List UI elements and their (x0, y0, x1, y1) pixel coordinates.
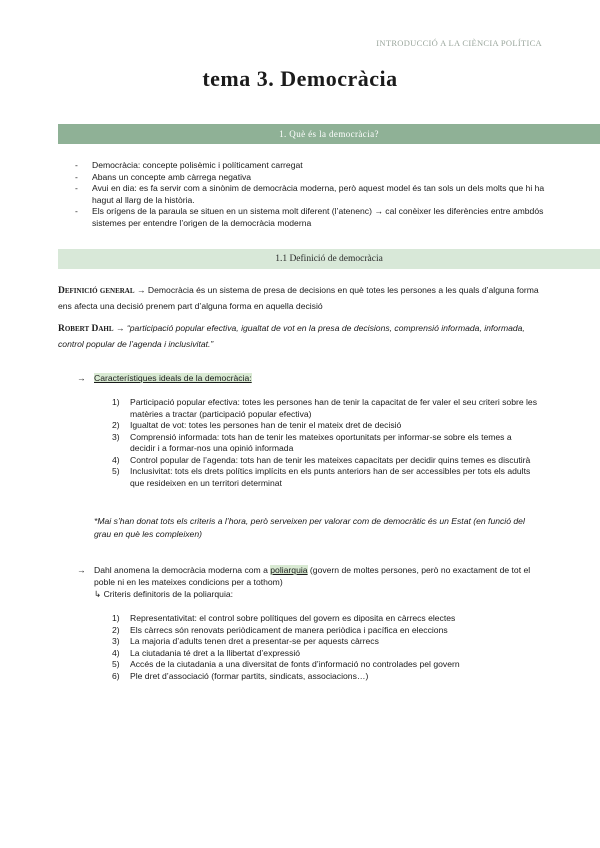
list-item: 6) Ple dret d’associació (formar partits, sindicats, associacions…) (112, 670, 369, 681)
arrow-icon: → (115, 323, 125, 333)
list-item: 1) Participació popular efectiva: totes les persones han de tenir la capacitat de fer valer el seu criteri sobre les matèries a tractar (participació popular efectiva) (112, 397, 537, 419)
general-definition (58, 283, 548, 314)
section-1-bullet-list (75, 160, 555, 229)
list-item: 4) Control popular de l’agenda: tots han de tenir les mateixes capacitats per decidir quins temes es discutirà (112, 454, 531, 465)
list-item: 4) La ciutadania té dret a la llibertat d’expressió (112, 647, 301, 658)
general-definition-label: Definició general (58, 286, 135, 296)
page-title: tema 3. Democràcia (202, 66, 398, 91)
ideal-characteristics-heading (77, 373, 547, 385)
dahl-label: Robert Dahl (58, 324, 114, 334)
list-item: - Avui en dia: es fa servir com a sinònim de democràcia moderna, però aquest model és tan sols un dels molts que hi ha hagut al llarg de la història. (75, 183, 555, 206)
ideal-characteristics-title: Característiques ideals de la democràcia: (94, 373, 252, 383)
section-1-1-heading: 1.1 Definició de democràcia (58, 249, 600, 269)
list-item: 2) Els càrrecs són renovats periòdicament de manera periòdica i pacífica en eleccions (112, 624, 448, 635)
section-1-heading: 1. Què és la democràcia? (58, 124, 600, 144)
list-item: - Els orígens de la paraula se situen en un sistema molt diferent (l’atenenc) → cal conèixer les diferències entre ambdós sistemes per entendre l’origen de la democràcia moderna (75, 206, 555, 229)
list-item: 5) Inclusivitat: tots els drets polítics implícits en els punts anteriors han de ser accessibles per tots els adults que resideixen en un territori determinat (112, 466, 531, 488)
poliarquia-criteria-heading: ↳ Criteris definitoris de la poliarquia: (94, 589, 234, 599)
arrow-icon: → (77, 565, 86, 575)
list-item: - Democràcia: concepte polisèmic i políticament carregat (75, 160, 555, 172)
list-item: - Abans un concepte amb càrrega negativa (75, 172, 555, 184)
poliarquia-criteria-list (112, 613, 537, 682)
ideal-characteristics-list (112, 397, 537, 489)
running-header: INTRODUCCIÓ A LA CIÈNCIA POLÍTICA (376, 38, 542, 48)
dahl-definition (58, 321, 548, 352)
list-item: 5) Accés de la ciutadania a una diversitat de fonts d’informació no controlades pel govern (112, 659, 460, 669)
list-item: 3) La majoria d’adults tenen dret a presentar-se per aquests càrrecs (112, 636, 379, 646)
ideal-criteria-note: *Mai s’han donat tots els criteris a l’hora, però serveixen per valorar com de democràtic és un Estat (en funció del grau en què les compleixen) (94, 516, 525, 539)
poliarquia-paragraph: → Dahl anomena la democràcia moderna com a poliarquia (govern de moltes persones, però no exactament de tot el poble ni en les mateixes condicions per a tothom) (77, 565, 531, 587)
list-item: 3) Comprensió informada: tots han de tenir les mateixes oportunitats per informar-se sobre els temes a decidir i a formar-nos una opinió informada (112, 431, 512, 453)
poliarquia-term: poliarquia (270, 565, 308, 575)
arrow-icon: → (77, 373, 86, 383)
dahl-quote: “participació popular efectiva, igualtat de vot en la presa de decisions, comprensió informada, informada, control popular de l’agenda i inclusivitat.” (58, 323, 525, 349)
list-item: 1) Representativitat: el control sobre polítiques del govern es diposita en càrrecs electes (112, 613, 456, 623)
list-item: 2) Igualtat de vot: totes les persones han de tenir el mateix dret de decisió (112, 420, 402, 430)
general-definition-text: → Democràcia és un sistema de presa de decisions en què totes les persones a les quals d’alguna forma ens afecta una decisió prenem part d’alguna forma en aquella decisió (58, 285, 539, 311)
